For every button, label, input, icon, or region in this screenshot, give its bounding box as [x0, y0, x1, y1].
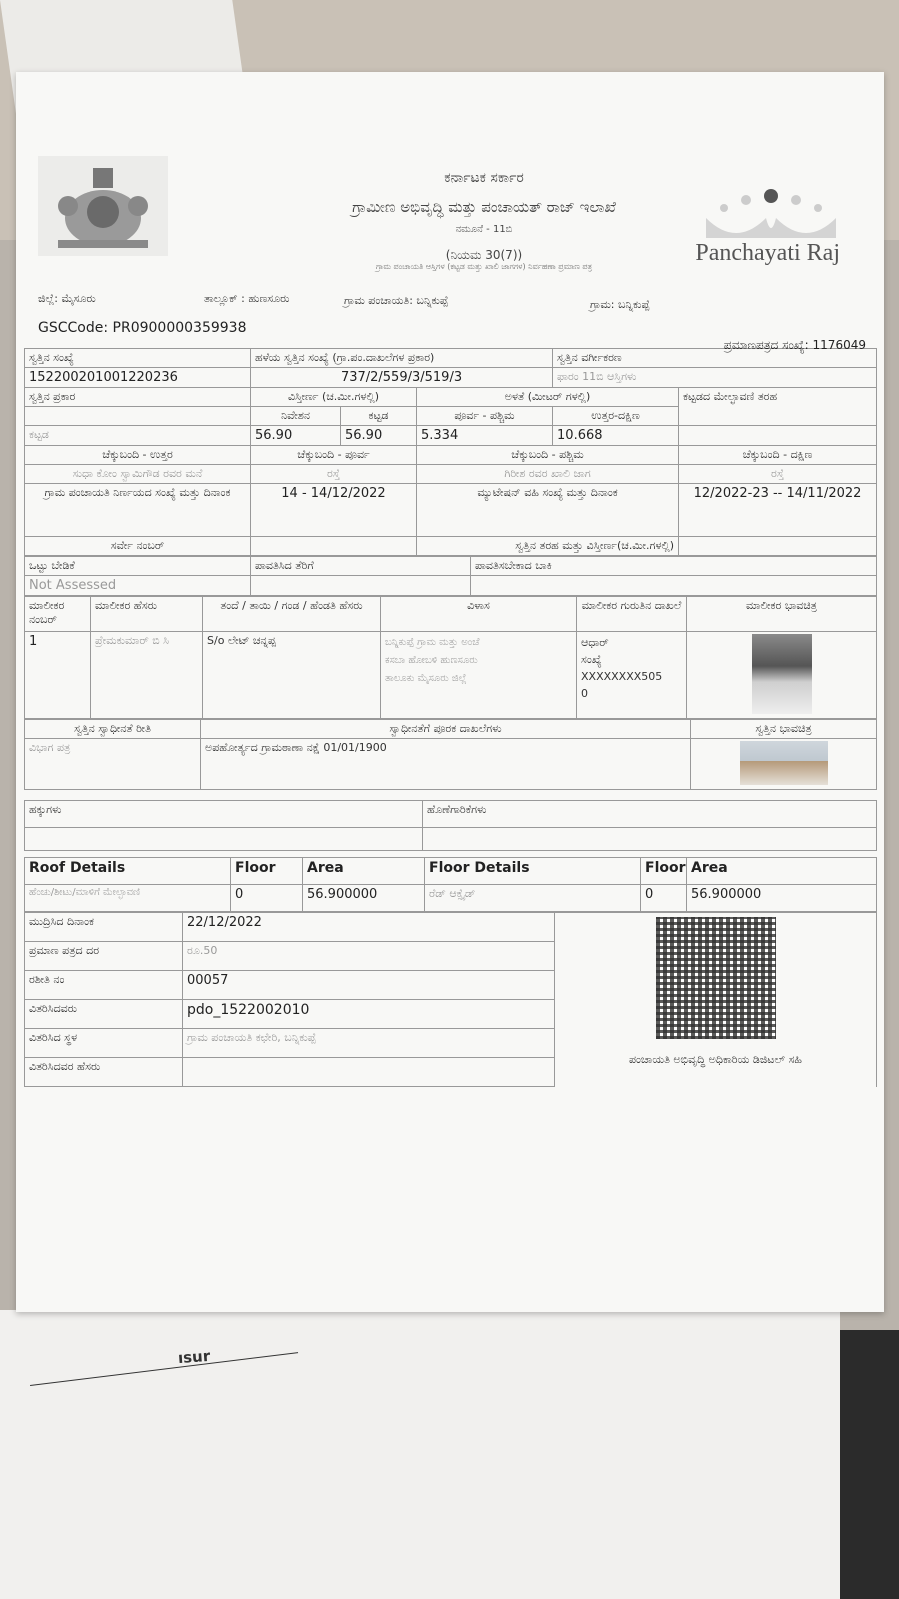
label-tax-paid: ಪಾವತಿಸಿದ ತೆರಿಗೆ [251, 557, 471, 576]
issued-by: pdo_1522002010 [183, 1000, 555, 1029]
property-photo-cell [691, 739, 877, 790]
floor-type: ರೆಡ್ ಆಕ್ಸೈಡ್ [425, 885, 641, 912]
rights-table [24, 800, 877, 851]
site-area: 56.90 [251, 426, 341, 446]
label-receipt-number: ರಶೀತಿ ನಂ [25, 971, 183, 1000]
header-rule: (ನಿಯಮ 30(7)) [445, 248, 523, 262]
label-certificate-fee: ಪ್ರಮಾಣ ಪತ್ರದ ದರ [25, 942, 183, 971]
table-row [25, 446, 877, 465]
owner-table [24, 596, 877, 719]
id-type: ಆಧಾರ್ [581, 636, 609, 649]
location-row [24, 258, 876, 311]
resolution-number-date: 14 - 14/12/2022 [251, 484, 417, 537]
owner-photo [752, 634, 812, 714]
label-property-area-type: ಸ್ವತ್ತಿನ ತರಹ ಮತ್ತು ವಿಸ್ತೀರ್ಣ(ಚ.ಮೀ.ಗಳಲ್ಲಿ) [417, 537, 679, 556]
gram-panchayat: ಗ್ರಾಮ ಪಂಚಾಯತಿ: ಬನ್ನಿಕುಪ್ಪೆ [344, 294, 449, 307]
certificate-header [24, 148, 876, 271]
label-property-type: ಸ್ವತ್ತಿನ ಪ್ರಕಾರ [25, 388, 251, 407]
table-row [25, 537, 877, 556]
label-owner-name: ಮಾಲೀಕರ ಹೆಸರು [91, 597, 203, 632]
total-demand: Not Assessed [25, 576, 251, 596]
table-row [25, 885, 877, 912]
label-issued-place: ವಿತರಿಸಿದ ಸ್ಥಳ [25, 1029, 183, 1058]
issued-place: ಗ್ರಾಮ ಪಂಚಾಯತಿ ಕಛೇರಿ, ಬನ್ನಿಕುಪ್ಪೆ [183, 1029, 555, 1058]
table-row [25, 739, 877, 790]
label-property-class: ಸ್ವತ್ತಿನ ವರ್ಗೀಕರಣ [553, 349, 877, 368]
logo-text: Panchayati Raj [695, 240, 840, 266]
label-total-demand: ಒಟ್ಟು ಬೇಡಿಕೆ [25, 557, 251, 576]
boundary-east: ರಸ್ತೆ [251, 465, 417, 484]
address-line: ಕಸಬಾ ಹೋಬಳಿ ಹುಣಸೂರು [385, 655, 478, 666]
table-row [25, 801, 877, 828]
roof-floor: 0 [231, 885, 303, 912]
table-row [25, 858, 877, 885]
label-boundary-east: ಚೆಕ್ಕುಬಂದಿ - ಪೂರ್ವ [251, 446, 417, 465]
label-north-south: ಉತ್ತರ-ದಕ್ಷಿಣ [553, 407, 679, 426]
id-label: ಸಂಖ್ಯೆ [581, 653, 602, 666]
property-table [24, 348, 877, 556]
qr-signature-cell [555, 913, 877, 1087]
table-row [25, 368, 877, 388]
owner-address [381, 632, 577, 719]
label-dimension: ಅಳತೆ (ಮೀಟರ್ ಗಳಲ್ಲಿ) [417, 388, 679, 407]
label-rights: ಹಕ್ಕುಗಳು [25, 801, 423, 828]
label-liabilities: ಹೊಣೆಗಾರಿಕೆಗಳು [423, 801, 877, 828]
label-issued-by: ವಿತರಿಸಿದವರು [25, 1000, 183, 1029]
aadhaar-number-cont: 0 [581, 687, 588, 700]
label-resolution: ಗ್ರಾಮ ಪಂಚಾಯತಿ ನಿರ್ಣಯದ ಸಂಖ್ಯೆ ಮತ್ತು ದಿನಾಂಕ [25, 484, 251, 537]
label-roof-details: Roof Details [25, 858, 231, 885]
header-subtitle: ಗ್ರಾಮ ಪಂಚಾಯತಿ ಆಸ್ತಿಗಳ (ಕಟ್ಟಡ ಮತ್ತು ಖಾಲಿ ಜಾಗಗಳ) ನಿರ್ವಹಣಾ ಪ್ರಮಾಣ ಪತ್ರ [375, 262, 593, 271]
table-row [25, 632, 877, 719]
supporting-docs: ಅಪಹೋರ್ತ್ಯದ ಗ್ರಾಮಠಾಣಾ ನಕ್ಷೆ 01/01/1900 [201, 739, 691, 790]
property-type: ಕಟ್ಟಡ [25, 426, 251, 446]
table-row [25, 597, 877, 632]
label-old-property-number: ಹಳೆಯ ಸ್ವತ್ತಿನ ಸಂಖ್ಯೆ (ಗ್ರಾ.ಪಂ.ದಾಖಲೆಗಳ ಪ್ರಕಾರ) [251, 349, 553, 368]
label-boundary-south: ಚೆಕ್ಕುಬಂದಿ - ದಕ್ಷಿಣ [679, 446, 877, 465]
aadhaar-number: XXXXXXXX505 [581, 670, 663, 683]
table-row [25, 388, 877, 407]
roof-type: ಹೆಂಚು/ಶೀಟು/ಮಾಳಿಗೆ ಮೇಲ್ಛಾವಣಿ [25, 885, 231, 912]
label-roof-area: Area [303, 858, 425, 885]
label-balance-due: ಪಾವತಿಸಬೇಕಾದ ಬಾಕಿ [471, 557, 877, 576]
gsc-row [24, 302, 876, 352]
label-site: ನಿವೇಶನ [251, 407, 341, 426]
table-row [25, 913, 877, 942]
label-floor-details: Floor Details [425, 858, 641, 885]
label-floor-area: Area [687, 858, 877, 885]
owner-photo-cell [687, 632, 877, 719]
label-relation: ತಂದೆ / ತಾಯಿ / ಗಂಡ / ಹೆಂಡತಿ ಹೆಸರು [203, 597, 381, 632]
floor-area: 56.900000 [687, 885, 877, 912]
table-row [25, 720, 877, 739]
gsc-code: GSCCode: PR0900000359938 [38, 320, 247, 336]
digital-signature-label: ಪಂಚಾಯತಿ ಅಭಿವೃದ್ಧಿ ಅಧಿಕಾರಿಯ ಡಿಜಿಟಲ್ ಸಹಿ [629, 1053, 802, 1066]
label-printed-date: ಮುದ್ರಿಸಿದ ದಿನಾಂಕ [25, 913, 183, 942]
label-owner-number: ಮಾಲೀಕರ ನಂಬರ್ [25, 597, 91, 632]
taluk: ತಾಲ್ಲೂಕ್ : ಹುಣಸೂರು [204, 292, 290, 305]
label-acquisition-mode: ಸ್ವತ್ತಿನ ಸ್ವಾಧೀನತೆ ರೀತಿ [25, 720, 201, 739]
receipt-number: 00057 [183, 971, 555, 1000]
label-boundary-north: ಚೆಕ್ಕುಬಂದಿ - ಉತ್ತರ [25, 446, 251, 465]
label-issuer-name: ವಿತರಿಸಿದವರ ಹೆಸರು [25, 1058, 183, 1087]
owner-number: 1 [25, 632, 91, 719]
address-line: ತಾಲೂಕು ಮೈಸೂರು ಜಿಲ್ಲೆ [385, 673, 467, 684]
label-survey-number: ಸರ್ವೇ ನಂಬರ್ [25, 537, 251, 556]
certificate-content [24, 148, 876, 1087]
label-address: ವಿಳಾಸ [381, 597, 577, 632]
qr-code-icon [656, 917, 776, 1039]
lower-paper [0, 1310, 840, 1599]
acquisition-mode: ವಿಭಾಗ ಪತ್ರ [25, 739, 201, 790]
certificate-fee: ರೂ.50 [183, 942, 555, 971]
label-roof-floor: Floor [231, 858, 303, 885]
label-building-type: ಕಟ್ಟಡದ ಮೇಲ್ಛಾವಣಿ ತರಹ [679, 388, 877, 426]
tax-table [24, 556, 877, 596]
label-east-west: ಪೂರ್ವ - ಪಶ್ಚಿಮ [417, 407, 553, 426]
property-number: 152200201001220236 [25, 368, 251, 388]
old-property-number: 737/2/559/3/519/3 [251, 368, 553, 388]
issue-table [24, 912, 877, 1087]
label-property-photo: ಸ್ವತ್ತಿನ ಭಾವಚಿತ್ರ [691, 720, 877, 739]
boundary-south: ರಸ್ತೆ [679, 465, 877, 484]
table-row [25, 484, 877, 537]
property-class: ಫಾರಂ 11ಬಿ ಆಸ್ತಿಗಳು [553, 368, 877, 388]
label-boundary-west: ಚೆಕ್ಕುಬಂದಿ - ಪಶ್ಚಿಮ [417, 446, 679, 465]
label-floor-floor: Floor [641, 858, 687, 885]
district: ಜಿಲ್ಲೆ: ಮೈಸೂರು [38, 292, 96, 305]
label-supporting-docs: ಸ್ವಾಧೀನತೆಗೆ ಪೂರಕ ದಾಖಲೆಗಳು [201, 720, 691, 739]
owner-id [577, 632, 687, 719]
mutation-number-date: 12/2022-23 -- 14/11/2022 [679, 484, 877, 537]
table-row [25, 465, 877, 484]
floor-floor: 0 [641, 885, 687, 912]
printed-date: 22/12/2022 [183, 913, 555, 942]
owner-name: ಪ್ರೇಮಕುಮಾರ್ ಬಿ ಸಿ [91, 632, 203, 719]
certificate-number: ಪ್ರಮಾಣಪತ್ರದ ಸಂಖ್ಯೆ: 1176049 [723, 338, 866, 352]
label-id-document: ಮಾಲೀಕರ ಗುರುತಿನ ದಾಖಲೆ [577, 597, 687, 632]
label-mutation: ಮ್ಯುಟೇಷನ್ ವಹಿ ಸಂಖ್ಯೆ ಮತ್ತು ದಿನಾಂಕ [417, 484, 679, 537]
header-govt: ಕರ್ನಾಟಕ ಸರ್ಕಾರ [444, 170, 524, 186]
lower-paper-text: ısur [177, 1346, 211, 1368]
table-row [25, 557, 877, 576]
label-building: ಕಟ್ಟಡ [341, 407, 417, 426]
header-form: ನಮೂನೆ - 11ಬಿ [455, 224, 513, 235]
boundary-north: ಸುಧಾ ಕೋಂ ಸ್ವಾಮಿಗೌಡ ರವರ ಮನೆ [25, 465, 251, 484]
label-owner-photo: ಮಾಲೀಕರ ಭಾವಚಿತ್ರ [687, 597, 877, 632]
header-department: ಗ್ರಾಮೀಣ ಅಭಿವೃದ್ಧಿ ಮತ್ತು ಪಂಚಾಯತ್ ರಾಜ್ ಇಲಾಖೆ [352, 198, 616, 216]
karnataka-emblem-icon [38, 156, 168, 256]
address-line: ಬನ್ನಿಕುಪ್ಪೆ ಗ್ರಾಮ ಮತ್ತು ಅಂಚೆ [385, 637, 480, 648]
roof-area: 56.900000 [303, 885, 425, 912]
north-south-length: 10.668 [553, 426, 679, 446]
village: ಗ್ರಾಮ: ಬನ್ನಿಕುಪ್ಪೆ [590, 298, 650, 311]
boundary-west: ಗಿರೀಶ ರವರ ಖಾಲಿ ಜಾಗ [417, 465, 679, 484]
table-row [25, 828, 877, 851]
east-west-length: 5.334 [417, 426, 553, 446]
owner-relation: S/o ಲೇಟ್ ಚನ್ನಪ್ಪ [203, 632, 381, 719]
building-area: 56.90 [341, 426, 417, 446]
table-row [25, 576, 877, 596]
property-photo [740, 741, 828, 785]
table-row [25, 426, 877, 446]
label-area: ವಿಸ್ತೀರ್ಣ (ಚ.ಮೀ.ಗಳಲ್ಲಿ) [251, 388, 417, 407]
roof-floor-table [24, 857, 877, 912]
label-property-number: ಸ್ವತ್ತಿನ ಸಂಖ್ಯೆ [25, 349, 251, 368]
acquisition-table [24, 719, 877, 790]
